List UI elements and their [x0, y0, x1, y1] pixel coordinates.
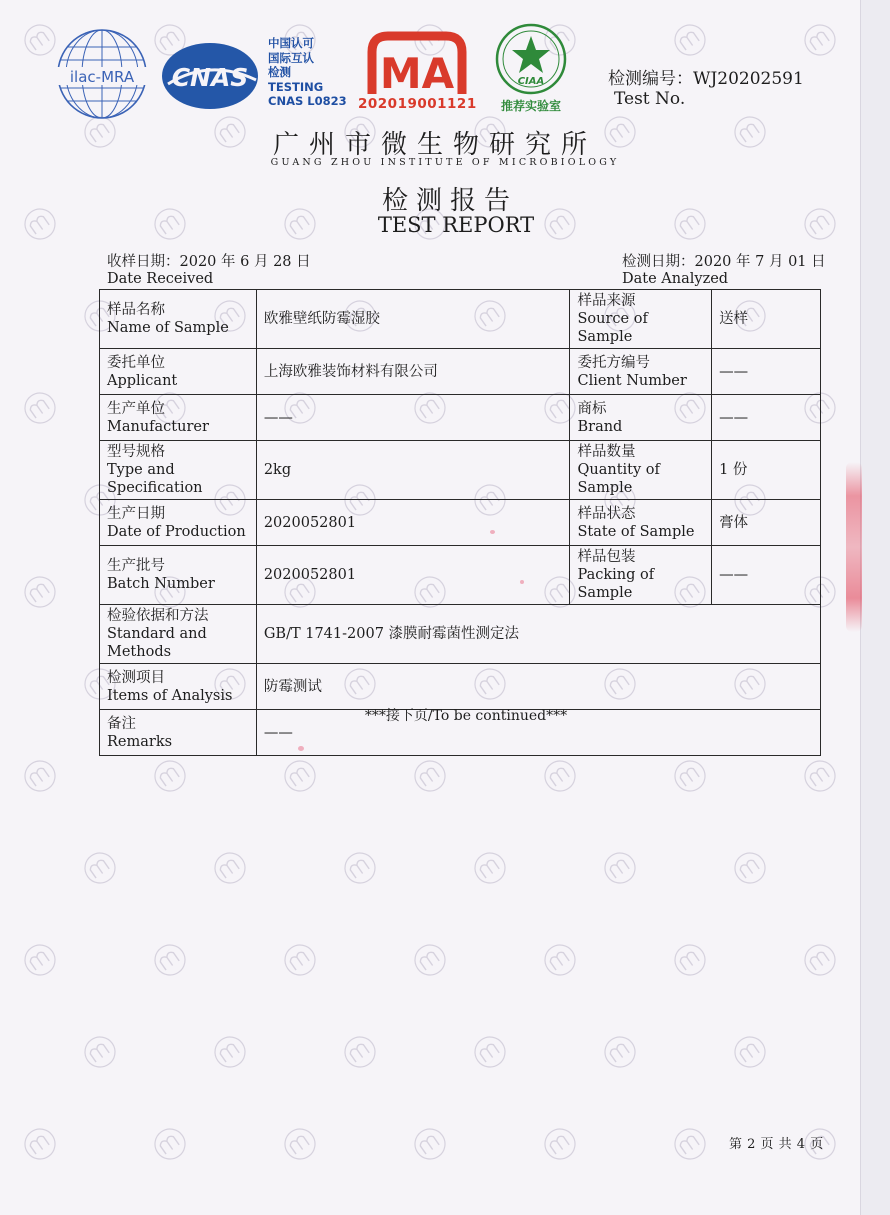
field-value: 2020052801 [256, 500, 570, 546]
field-value: —— [712, 546, 821, 605]
sample-info-table [99, 289, 821, 756]
table-row [100, 664, 821, 710]
svg-text:CIAA: CIAA [517, 76, 545, 87]
svg-text:CNAS: CNAS [171, 63, 249, 92]
field-label: 商标 Brand [570, 395, 712, 441]
table-row [100, 395, 821, 441]
institute-name: 广州市微生物研究所 [272, 130, 597, 160]
test-number: 检测编号：WJ20202591 [608, 69, 804, 89]
field-value: 欧雅壁纸防霉湿胶 [256, 290, 570, 349]
field-label: 委托方编号 Client Number [570, 349, 712, 395]
field-value: —— [712, 395, 821, 441]
field-value: —— [256, 710, 820, 756]
field-value: 防霉测试 [256, 664, 820, 710]
field-value: GB/T 1741-2007 漆膜耐霉菌性测定法 [256, 605, 820, 664]
seal-edge-stamp [846, 462, 862, 632]
ilac-mra-logo [54, 27, 150, 121]
table-row [100, 546, 821, 605]
svg-text:ilac-MRA: ilac-MRA [69, 68, 135, 86]
field-label: 生产批号 Batch Number [100, 546, 257, 605]
cnas-logo [160, 40, 260, 112]
page-number: 第 2 页 共 4 页 [729, 1137, 824, 1152]
field-value: 膏体 [712, 500, 821, 546]
table-row [100, 500, 821, 546]
field-label: 样品状态 State of Sample [570, 500, 712, 546]
table-row [100, 605, 821, 664]
field-value: 2020052801 [256, 546, 570, 605]
field-value: —— [712, 349, 821, 395]
field-label: 生产日期 Date of Production [100, 500, 257, 546]
svg-text:MA: MA [379, 49, 455, 98]
field-label: 样品名称 Name of Sample [100, 290, 257, 349]
ciaa-caption: 推荐实验室 [500, 99, 561, 113]
field-label: 委托单位 Applicant [100, 349, 257, 395]
field-value: 上海欧雅装饰材料有限公司 [256, 349, 570, 395]
cma-logo [358, 30, 476, 100]
table-row [100, 441, 821, 500]
field-label: 样品数量 Quantity of Sample [570, 441, 712, 500]
report-title-en: TEST REPORT [377, 213, 535, 237]
continued-note: ***接下页/To be continued*** [364, 708, 568, 724]
cma-number: 202019001121 [358, 96, 477, 112]
ink-speck [298, 746, 304, 751]
field-value: 1 份 [712, 441, 821, 500]
field-value: —— [256, 395, 570, 441]
field-label: 生产单位 Manufacturer [100, 395, 257, 441]
ciaa-logo [494, 22, 568, 96]
table-row [100, 349, 821, 395]
report-title: 检测报告 [381, 186, 518, 216]
institute-name-en: GUANG ZHOU INSTITUTE OF MICROBIOLOGY [270, 157, 620, 168]
date-received: 收样日期：2020 年 6 月 28 日 Date Received [107, 254, 311, 287]
field-value: 送样 [712, 290, 821, 349]
field-label: 样品来源 Source of Sample [570, 290, 712, 349]
date-analyzed: 检测日期：2020 年 7 月 01 日 Date Analyzed [622, 254, 826, 287]
ink-speck [490, 530, 495, 534]
ink-speck [520, 580, 524, 584]
field-label: 检验依据和方法 Standard and Methods [100, 605, 257, 664]
field-label: 型号规格 Type and Specification [100, 441, 257, 500]
cnas-caption: 中国认可 国际互认 检测 TESTING CNAS L0823 [268, 36, 347, 108]
field-label: 备注 Remarks [100, 710, 257, 756]
field-value: 2kg [256, 441, 570, 500]
scanner-edge [860, 0, 890, 1215]
table-row [100, 290, 821, 349]
field-label: 样品包装 Packing of Sample [570, 546, 712, 605]
field-label: 检测项目 Items of Analysis [100, 664, 257, 710]
test-number-label-en: Test No. [614, 89, 686, 109]
